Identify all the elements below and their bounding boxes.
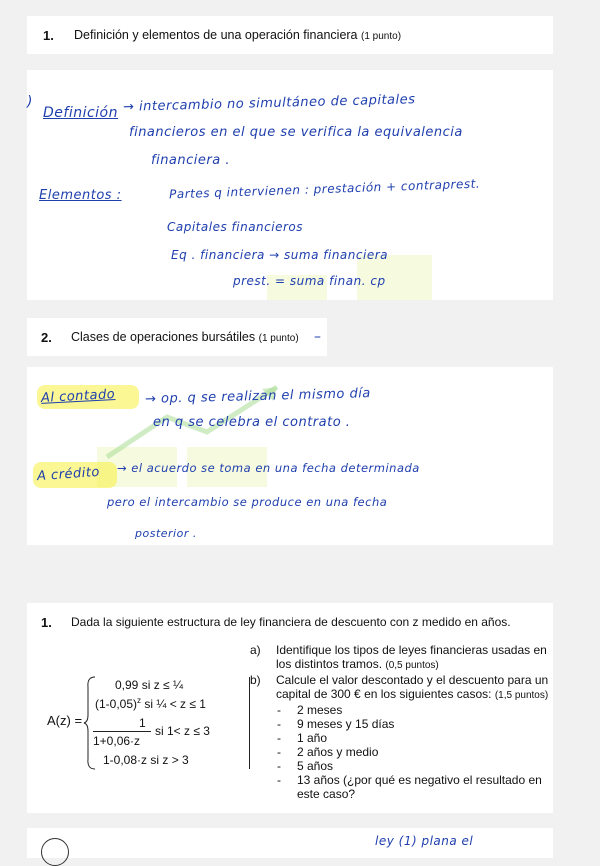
question-3-title: Dada la siguiente estructura de ley financiera de descuento con z medido en años. <box>71 615 511 629</box>
list-item-text: 13 años (¿por qué es negativo el resultado en este caso? <box>297 773 542 801</box>
formula-brace <box>83 675 97 771</box>
elements-line-4: prest. = suma finan. cp <box>233 274 386 288</box>
item-b-text-body: Calcule el valor descontado y el descuento para un capital de 300 € en los siguientes casos: <box>276 673 549 701</box>
contado-line-2: en q se celebra el contrato . <box>153 415 351 430</box>
formula-case-3-denominator: 1+0,06·z <box>93 734 141 748</box>
definition-line-2: financieros en el que se verifica la equivalencia <box>129 125 463 140</box>
elements-line-1: Partes q intervienen : prestación + contraprest. <box>168 176 481 202</box>
bottom-partial-text: ley (1) plana el <box>375 834 474 848</box>
item-a-points: (0,5 puntos) <box>385 660 439 671</box>
credito-label: A crédito <box>36 464 101 485</box>
formula-case-3-condition: si 1< z ≤ 3 <box>155 724 210 738</box>
formula-case-4: 1-0,08·z si z > 3 <box>103 753 189 767</box>
notes-bullet: ) <box>27 94 33 110</box>
formula-case-2 <box>95 696 206 711</box>
elements-label: Elementos : <box>39 188 122 203</box>
formula-case-1: 0,99 si z ≤ ¼ <box>115 678 183 692</box>
formula-fraction-bar <box>93 731 151 732</box>
elements-line-2: Capitales financieros <box>167 220 303 234</box>
list-item-text: 2 años y medio <box>297 745 379 759</box>
question-1-card <box>27 16 553 54</box>
list-item-dash: - <box>277 703 281 717</box>
formula-lhs: A(z) = <box>47 713 83 728</box>
question-2-title <box>71 330 299 344</box>
question-1-notes <box>27 70 553 300</box>
question-2-card <box>27 318 327 356</box>
item-a-text <box>276 643 550 673</box>
item-a-text-body: Identifique los tipos de leyes financieras usadas en los distintos tramos. <box>276 643 547 671</box>
definition-label: Definición <box>43 105 118 121</box>
question-2-points: (1 punto) <box>258 333 299 344</box>
question-2-number: 2. <box>41 330 52 345</box>
list-item-text: 2 meses <box>297 703 343 717</box>
credito-line-2: pero el intercambio se produce en una fecha <box>107 495 388 509</box>
formula-right-bar <box>249 677 250 769</box>
list-item-text: 1 año <box>297 731 328 745</box>
list-item-dash: - <box>277 759 281 773</box>
contado-label: Al contado <box>40 387 116 406</box>
definition-line-1: → intercambio no simultáneo de capitales <box>122 92 416 115</box>
formula-case-2-condition: si ¼ < z ≤ 1 <box>141 697 206 711</box>
question-3-number: 1. <box>41 615 52 630</box>
credito-line-1: → el acuerdo se toma en una fecha determinada <box>117 461 420 475</box>
list-item-dash: - <box>277 731 281 745</box>
list-item-text: 5 años <box>297 759 334 773</box>
credito-line-3: posterior . <box>135 527 197 540</box>
question-1-title-text: Definición y elementos de una operación financiera <box>74 28 358 42</box>
question-1-title <box>74 28 401 42</box>
question-3-card <box>27 603 553 813</box>
item-a-label: a) <box>250 643 261 657</box>
formula-case-2-base: (1-0,05) <box>95 697 138 711</box>
question-2-dash: – <box>314 329 322 345</box>
contado-line-1: → op. q se realizan el mismo día <box>144 386 372 407</box>
question-2-title-text: Clases de operaciones bursátiles <box>71 330 256 344</box>
item-b-text <box>276 673 550 703</box>
item-b-label: b) <box>250 673 261 687</box>
definition-line-3: financiera . <box>151 153 230 168</box>
bottom-notes <box>27 828 553 858</box>
question-1-number: 1. <box>43 28 54 43</box>
elements-line-3: Eq . financiera → suma financiera <box>171 248 388 262</box>
question-1-points: (1 punto) <box>361 31 402 42</box>
formula-case-2-exponent: z <box>137 696 142 705</box>
formula <box>27 603 267 813</box>
list-item-dash: - <box>277 745 281 759</box>
list-item-dash: - <box>277 717 281 731</box>
formula-case-3-numerator: 1 <box>139 716 146 730</box>
circle-mark <box>41 838 69 866</box>
list-item-dash: - <box>277 773 281 787</box>
question-2-notes <box>27 367 553 545</box>
list-item-text: 9 meses y 15 días <box>297 717 395 731</box>
item-b-points: (1,5 puntos) <box>494 690 549 701</box>
